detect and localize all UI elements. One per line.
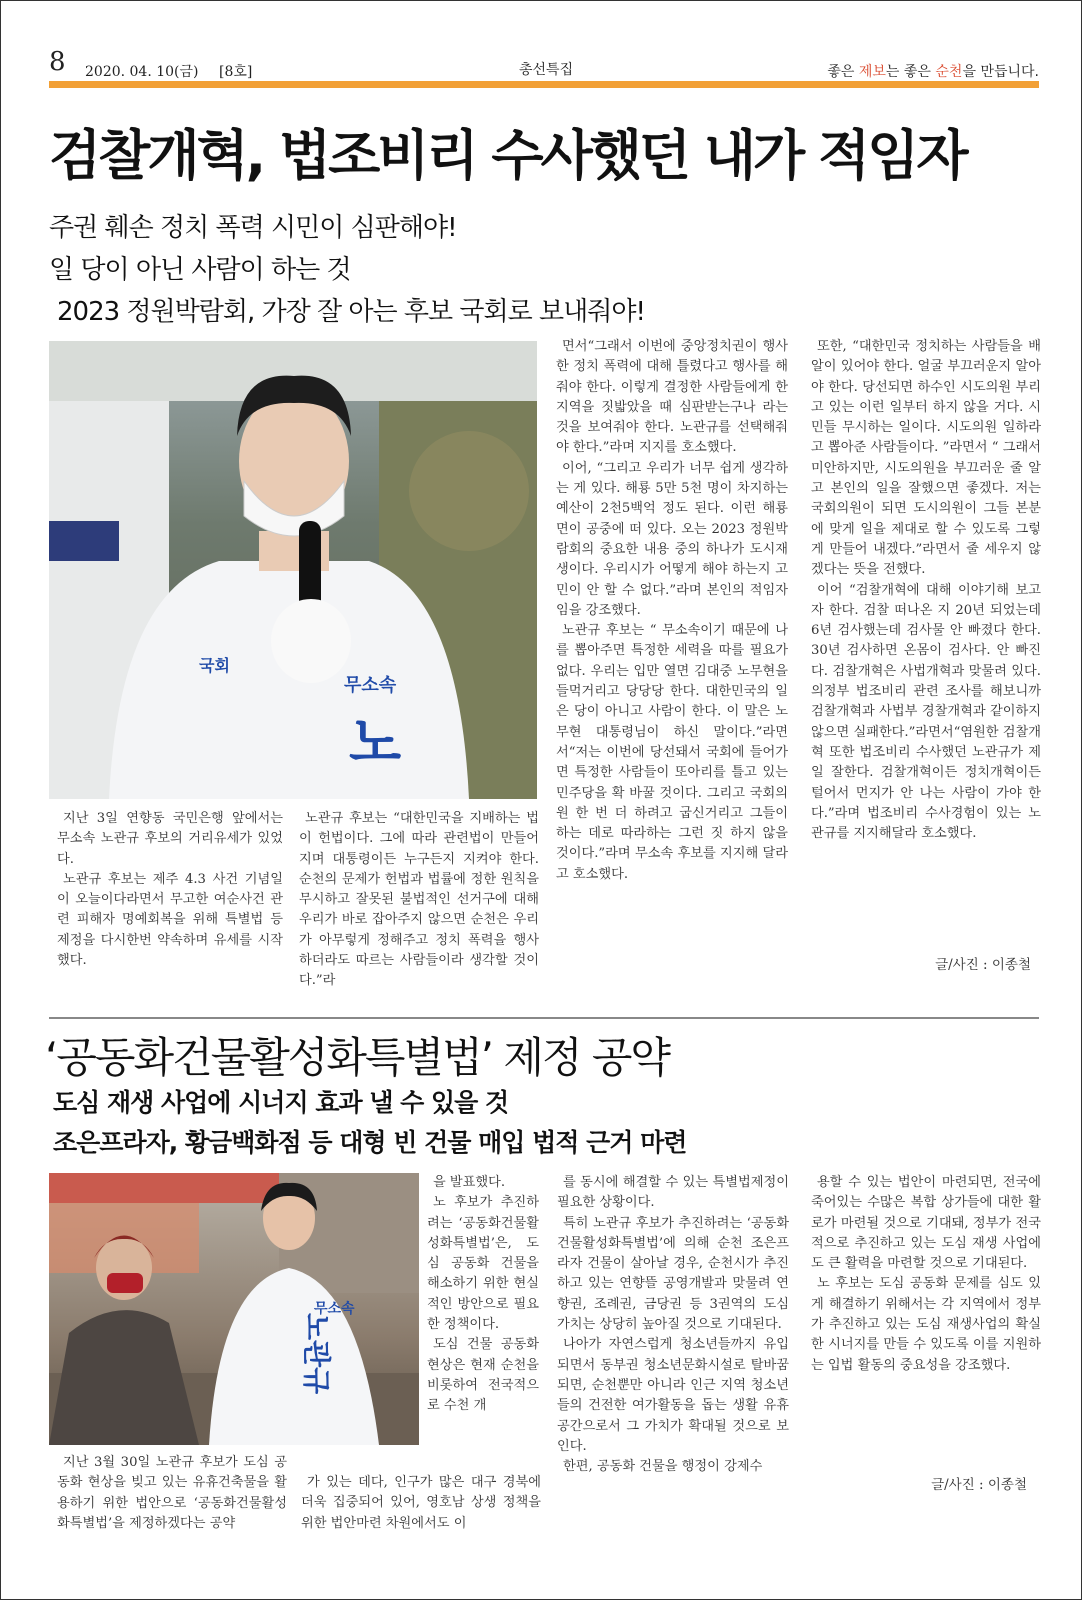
paragraph: 가 있는 데다, 인구가 많은 대구 경북에 더욱 집중되어 있어, 영호남 상생 정책을 위한 법안마련 차원에서도 이 xyxy=(301,1475,541,1531)
candidate-speech-photo xyxy=(49,341,537,799)
paragraph: 나아가 자연스럽게 청소년들까지 유입되면서 동부권 청소년문화시설로 탈바꿈되면, 순천뿐만 아니라 인근 지역 청소년들의 건전한 여가활동을 돕는 생활 유휴공간으로서 그 가치가 확대될 것으로 보인다. xyxy=(557,1337,789,1454)
article2-headline: ‘공동화건물활성화특별법’ 제정 공약 xyxy=(45,1033,669,1082)
section-title: 총선특집 xyxy=(519,62,574,78)
article2-column xyxy=(301,1473,541,1534)
article-divider xyxy=(49,1017,1039,1019)
article2-photo-caption xyxy=(57,1453,287,1534)
slogan-part: 는 좋은 xyxy=(885,64,936,80)
article1-headline: 검찰개혁, 법조비리 수사했던 내가 적임자 xyxy=(49,124,966,187)
paragraph: 이어, “그리고 우리가 너무 쉽게 생각하는 게 있다. 해룡 5만 5천 명이 차지하는 예산이 2천5백억 정도 된다. 이런 해룡면이 공중에 떠 있다. 오는 2023 정원박람회의 중요한 내용 중의 하나가 도시재생이다. 우리시가 어떻게 해야 하는지 고민이 안 할 수 없다.”라며 본인의 적임자임을 강조했다. xyxy=(556,460,788,618)
slogan xyxy=(827,61,1039,81)
candidate-market-photo xyxy=(49,1173,419,1445)
paragraph: 지난 3월 30일 노관규 후보가 도심 공동화 현상을 빚고 있는 유휴건축물을 활용하기 위한 법안으로 ‘공동화건물활성화특별법’을 제정하겠다는 공약 xyxy=(57,1455,287,1531)
slogan-highlight: 제보 xyxy=(858,64,886,80)
article1-subhead: 2023 정원박람회, 가장 잘 아는 후보 국회로 보내줘야! xyxy=(57,297,645,327)
paragraph: 을 발표했다. xyxy=(433,1175,506,1190)
article1-column xyxy=(299,809,539,992)
paragraph: 한편, 공동화 건물을 행정이 강제수 xyxy=(563,1459,763,1475)
sash-text: 무소속 xyxy=(344,675,397,696)
article1-photo-caption xyxy=(57,809,283,971)
page-number: 8 xyxy=(49,47,66,77)
page-header xyxy=(49,47,1039,81)
paragraph: 용할 수 있는 법안이 마련되면, 전국에 죽어있는 수많은 복합 상가들에 대한 활로가 마련될 것으로 기대돼, 정부가 전국적으로 추진하고 있는 도심 재생 사업에도 큰 활력을 마련할 것으로 기대된다. xyxy=(811,1175,1041,1272)
paragraph: 노관규 후보는 “ 무소속이기 때문에 나를 뽑아주면 특정한 세력을 따를 필요가 없다. 우리는 입만 열면 김대중 노무현을 들먹거리고 당당당 한다. 대한민국의 일은 당이 아니고 사람이 한다. 이 말은 노무현 대통령님이 하신 말이다.”라면서“저는 이번에 당선돼서 국회에 들어가면 특정한 사람들이 또아리를 틀고 있는 민주당을 확 바꿀 것이다. 그리고 국회의원 한 번 더 하려고 굽신거리고 그들이 하는 데로 따라하는 그런 짓 하지 않을 것이다.”라며 무소속 후보를 지지해 달라고 호소했다. xyxy=(556,623,788,882)
paragraph: 도심 건물 공동화 현상은 현재 순천을 비롯하여 전국적으로 수천 개 xyxy=(427,1337,539,1414)
issue-number: [8호] xyxy=(219,64,253,80)
paragraph: 면서“그래서 이번에 중앙정치권이 행사한 정치 폭력에 대해 틀렸다고 행사를 해줘야 한다. 이렇게 결정한 사람들에게 한 지역을 짓밟았을 때 심판받는구나 라는 것을 보여줘야 한다. 노관규를 선택해줘야 한다.”라며 지지를 호소했다. xyxy=(556,339,788,456)
article1-subhead: 주권 훼손 정치 폭력 시민이 심판해야! xyxy=(49,213,457,243)
paragraph: 노관규 후보는 제주 4.3 사건 기념일이 오늘이다라면서 무고한 여순사건 관련 피해자 명예회복을 위해 특별법 등 제정을 다시한번 약속하며 유세를 시작했다. xyxy=(57,871,283,969)
paragraph: 를 동시에 해결할 수 있는 특별법제정이 필요한 상황이다. xyxy=(557,1175,789,1211)
paragraph: 또한, “대한민국 정치하는 사람들을 배알이 있어야 한다. 얼굴 부끄러운지 알아야 한다. 당선되면 하수인 시도의원 부리고 있는 이런 일부터 하지 않을 거다. 시민들 무시하는 일이다. 시도의원 일하라고 뽑아준 사람들이다. ”라면서 “ 그래서 미안하지만, 시도의원을 부끄러운 줄 알고 본인의 일을 잘했으면 좋겠다. 저는 국회의원이 되면 도시의원이 그들 본분에 맞게 일을 제대로 할 수 있도록 그렇게 만들어 내겠다.”라면서 줄 세우지 않겠다는 뜻을 전했다. xyxy=(811,339,1041,578)
article2-column xyxy=(427,1173,539,1417)
sash-text: 무소속 xyxy=(314,1301,355,1317)
article2-byline: 글/사진 : 이종철 xyxy=(931,1477,1027,1493)
jacket-text: 국회 xyxy=(199,656,230,675)
article1-column xyxy=(811,337,1041,844)
paragraph: 노 후보가 추진하려는 ‘공동화건물활성화특별법’은, 도심 공동화 건물을 해소하기 위한 현실적인 방안으로 필요한 정책이다. xyxy=(427,1195,539,1333)
article2-column xyxy=(557,1173,789,1477)
issue-date: 2020. 04. 10(금) xyxy=(85,64,199,80)
article2-subhead: 조은프라자, 황금백화점 등 대형 빈 건물 매입 법적 근거 마련 xyxy=(53,1128,687,1157)
paragraph: 특히 노관규 후보가 추진하려는 ‘공동화건물활성화특별법’에 의해 순천 조은프라자 건물이 살아날 경우, 순천시가 추진하고 있는 연향뜰 공영개발과 맞물려 연향권, 조례권, 금당권 등 3권역의 도심 가치는 상당히 높아질 것으로 기대된다. xyxy=(557,1215,789,1333)
photo-illustration xyxy=(49,341,537,799)
slogan-part: 좋은 xyxy=(827,64,859,80)
slogan-highlight: 순천 xyxy=(935,64,963,80)
paragraph: 지난 3일 연향동 국민은행 앞에서는 무소속 노관규 후보의 거리유세가 있었다. xyxy=(57,811,283,867)
article2-column xyxy=(811,1173,1041,1376)
photo-illustration xyxy=(49,1173,419,1445)
header-accent-bar xyxy=(49,81,1039,88)
article1-column xyxy=(556,337,788,885)
paragraph: 노관규 후보는 “대한민국을 지배하는 법이 헌법이다. 그에 따라 관련법이 만들어지며 대통령이든 누구든지 지켜야 한다. 순천의 문제가 헌법과 법률에 정한 원칙을 무시하고 잘못된 불법적인 선거구에 대해 우리가 바로 잡아주지 않으면 순천은 우리가 아무렇게 정해주고 정치 폭력을 행사 하더라도 따르는 사람들이라 생각할 것이다.”라 xyxy=(299,811,539,989)
article1-subhead: 일 당이 아닌 사람이 하는 것 xyxy=(49,255,351,285)
paragraph: 이어 “검찰개혁에 대해 이야기해 보고자 한다. 검찰 떠나온 지 20년 되었는데 6년 검사했는데 검사물 안 빠졌다 한다. 30년 검사하면 온몸이 검사다. 안 빠진다. 검찰개혁은 사법개혁과 맞물려 있다. 의정부 법조비리 관련 조사를 해보니까 검찰개혁과 사법부 경찰개혁과 같이하지 않으면 실패한다.”라면서“염원한 검찰개혁 또한 법조비리 수사했던 노관규가 제일 잘한다. 검찰개혁이든 정치개혁이든 털어서 먼지가 안 나는 사람이 가야 한다.”라며 법조비리 수사경험이 있는 노관규를 지지해달라 호소했다. xyxy=(811,582,1041,842)
paragraph: 노 후보는 도심 공동화 문제를 심도 있게 해결하기 위해서는 각 지역에서 정부가 추진하고 있는 도심 재생사업의 확실한 시너지를 만들 수 있도록 이를 지원하는 입법 활동의 중요성을 강조했다. xyxy=(811,1276,1041,1373)
sash-text: 노관규 xyxy=(300,1313,333,1395)
article2-subhead: 도심 재생 사업에 시너지 효과 낼 수 있을 것 xyxy=(53,1088,509,1117)
slogan-part: 을 만듭니다. xyxy=(962,64,1039,80)
article1-byline: 글/사진 : 이종철 xyxy=(935,957,1031,973)
sash-text: 노 xyxy=(349,711,402,774)
